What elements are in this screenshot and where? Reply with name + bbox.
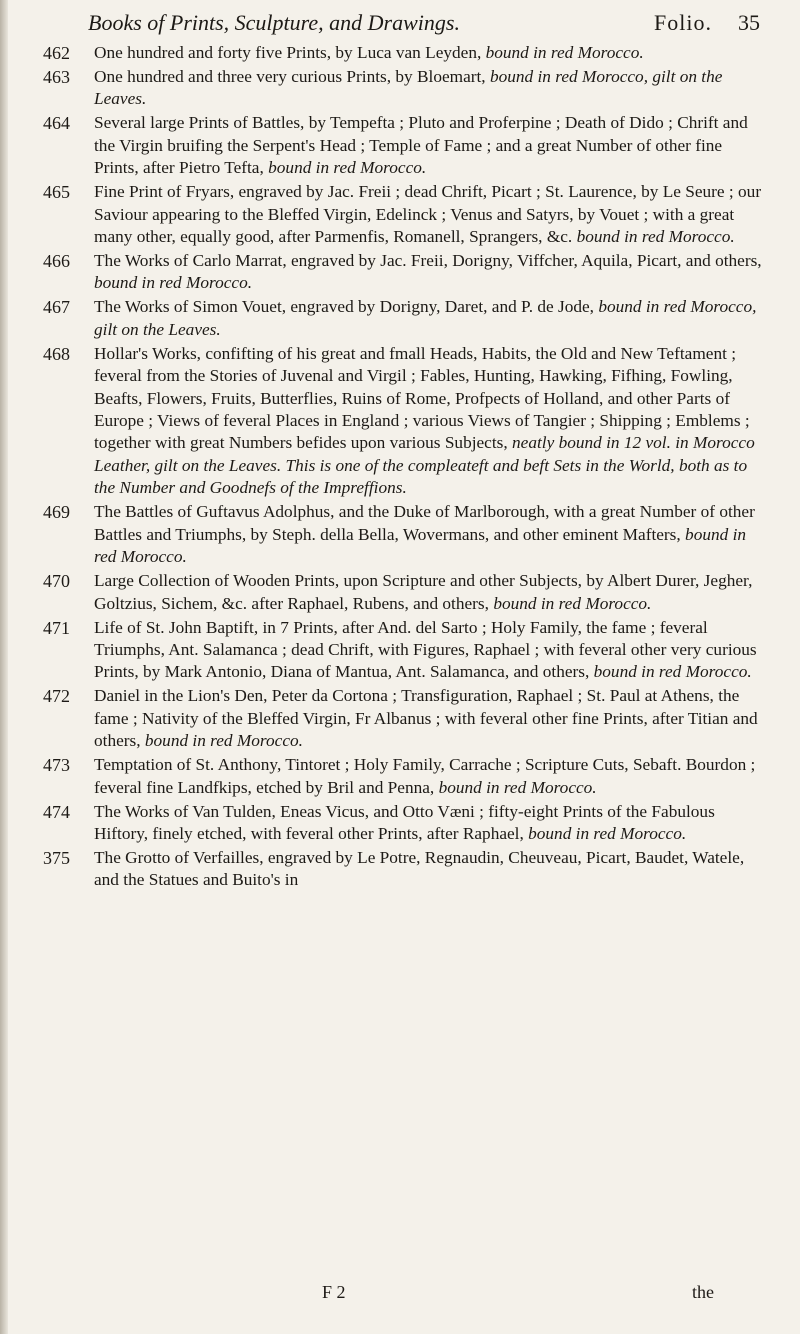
entry-description: Fine Print of Fryars, engraved by Jac. Freii ; dead Chrift, Picart ; St. Laurence, by Le Seure ; our Saviour appearing to the Bleffed Virgin, Edelinck ; Venus and Satyrs, by Vouet ; with a great many other, equally good, after Parmenfis, Romanell, Sprangers, &c. [94,182,762,247]
entry-binding: bound in red Morocco. [493,593,652,613]
catchword: the [692,1282,714,1302]
page-number: 35 [738,10,760,35]
entry-description: Life of St. John Baptift, in 7 Prints, after And. del Sarto ; Holy Family, the fame ; feveral Triumphs, Ant. Salamanca ; dead Chrift, with Figures, Raphael ; with feveral other very curious Prints, by Mark Antonio, Diana of Mantua, Ant. Salamanca, and others, [94,617,757,682]
page-edge-shadow [0,0,8,1334]
entry-number: 375 [43,847,70,868]
catalogue-entry [26,250,770,295]
entry-binding: bound in red Morocco. [94,273,253,293]
entry-binding: bound in red Morocco. [593,662,752,682]
entry-number: 462 [43,43,70,63]
page-footer [0,1282,800,1308]
catalogue-entries [26,42,770,893]
catalogue-entry [26,847,770,892]
entry-description: Temptation of St. Anthony, Tintoret ; Holy Family, Carrache ; Scripture Cuts, Sebaft. Bourdon ; feveral fine Landfkips, etched by Bril and Penna, [94,755,756,797]
entry-text [94,250,770,295]
entry-binding: bound in red Morocco. [144,731,303,751]
entry-number: 469 [43,502,70,523]
entry-text [94,112,770,179]
entry-number: 474 [43,801,70,822]
entry-binding: bound in red Morocco. [528,823,687,843]
catalogue-entry [26,570,770,615]
entry-description: One hundred and forty five Prints, by Luca van Leyden, [94,43,482,62]
catalogue-entry [26,42,770,64]
entry-text [94,570,770,615]
catalogue-entry [26,112,770,179]
entry-binding: bound in red Morocco, gilt on the Leaves. [94,297,757,339]
catalogue-entry [26,343,770,500]
entry-text [94,343,770,500]
catalogue-entry [26,685,770,752]
catalogue-entry [26,801,770,846]
entry-description: The Works of Simon Vouet, engraved by Dorigny, Daret, and P. de Jode, [94,297,595,317]
entry-description: Large Collection of Wooden Prints, upon Scripture and other Subjects, by Albert Durer, Jegher, Goltzius, Sichem, &c. after Raphael, Rubens, and others, [94,571,753,613]
entry-binding: bound in red Morocco. [576,227,735,247]
entry-text [94,501,770,568]
running-head [88,8,760,38]
catalogue-entry [26,501,770,568]
entry-number: 466 [43,251,70,272]
entry-text [94,847,770,892]
entry-binding: bound in red Morocco. [438,777,597,797]
entry-binding: bound in red Morocco. [485,43,644,62]
entry-text [94,754,770,799]
entry-binding: bound in red Morocco, gilt on the Leaves. [94,67,723,109]
entry-number: 473 [43,755,70,776]
catalogue-entry [26,754,770,799]
entry-description: The Works of Van Tulden, Eneas Vicus, and Otto Væni ; fifty-eight Prints of the Fabulous Hiftory, finely etched, with feveral other Prints, after Raphael, [94,801,715,843]
signature-mark: F 2 [322,1282,346,1302]
entry-description: The Battles of Guftavus Adolphus, and the Duke of Marlborough, with a great Number of other Battles and Triumphs, by Steph. della Bella, Wovermans, and other eminent Mafters, [94,502,755,544]
catalogue-entry [26,181,770,248]
entry-binding: bound in red Morocco. [268,158,427,178]
entry-text [94,617,770,684]
entry-number: 465 [43,182,70,203]
entry-text [94,181,770,248]
entry-text [94,66,770,111]
entry-number: 464 [43,113,70,134]
entry-number: 468 [43,343,70,364]
entry-text [94,685,770,752]
entry-text [94,801,770,846]
entry-number: 467 [43,297,70,318]
entry-description: Daniel in the Lion's Den, Peter da Cortona ; Transfiguration, Raphael ; St. Paul at Athens, the fame ; Nativity of the Bleffed Virgin, Fr Albanus ; with feveral other fine Prints, after Titian and others, [94,686,758,751]
entry-description: Several large Prints of Battles, by Tempefta ; Pluto and Proferpine ; Death of Dido ; Chrift and the Virgin bruifing the Serpent's Head ; Temple of Fame ; and a great Number of other fine Prints, after Pietro Tefta, [94,113,748,178]
entry-description: One hundred and three very curious Prints, by Bloemart, [94,67,486,86]
entry-number: 470 [43,571,70,592]
entry-description: The Grotto of Verfailles, engraved by Le Potre, Regnaudin, Cheuveau, Picart, Baudet, Watele, and the Statues and Buito's in [94,847,745,890]
entry-binding: bound in red Morocco. [94,524,747,567]
entry-number: 463 [43,67,70,87]
entry-number: 471 [43,617,70,638]
entry-description: Hollar's Works, confifting of his great and fmall Heads, Habits, the Old and New Teftament ; feveral from the Stories of Juvenal and Virgil ; Fables, Hunting, Hawking, Fifhing, Fowling, Beafts, Flowers, Fruits, Butterflies, Ruins of Rome, Profpects of Holland, and other Parts of Europe ; Views of feveral Places in England ; various Views of Tangier ; Shipping ; Emblems ; together with great Numbers befides upon various Subjects, [94,343,750,453]
running-head-title: Books of Prints, Sculpture, and Drawings. [88,10,460,35]
entry-description: The Works of Carlo Marrat, engraved by Jac. Freii, Dorigny, Viffcher, Aquila, Picart, and others, [94,251,762,271]
entry-number: 472 [43,686,70,707]
entry-text [94,296,770,341]
catalogue-entry [26,66,770,111]
entry-binding: neatly bound in 12 vol. in Morocco Leather, gilt on the Leaves. This is one of the compleateft and beft Sets in the World, both as to the Number and Goodnefs of the Impreffions. [94,433,755,498]
entry-text [94,42,770,64]
catalogue-entry [26,296,770,341]
running-head-folio: Folio. [654,10,712,35]
catalogue-entry [26,617,770,684]
